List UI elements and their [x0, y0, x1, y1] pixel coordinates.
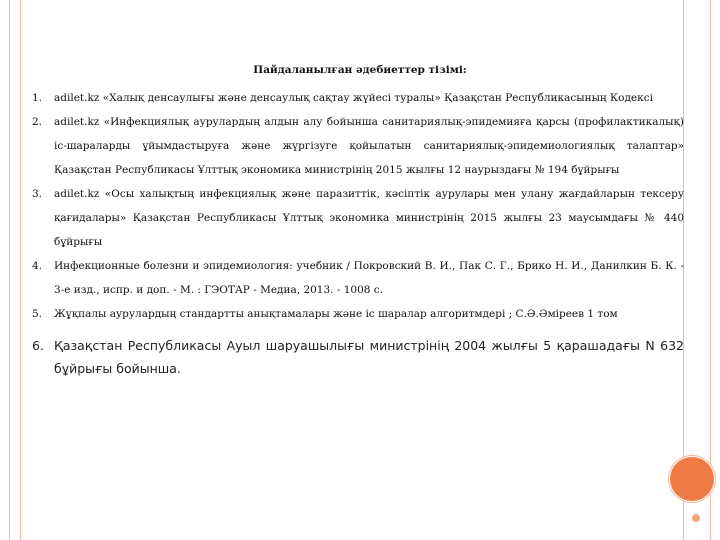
reference-number: 1.	[32, 92, 43, 104]
left-decorative-frame	[9, 0, 21, 540]
reference-text: adilet.kz «Халық денсаулығы және денсаулық сақтау жүйесі туралы» Қазақстан Республикасының Кодексі	[54, 92, 653, 104]
reference-text: adilet.kz «Инфекциялық аурулардың алдын алу бойынша санитариялық-эпидемияға қарсы (профилактикалық) іс-шараларды ұйымдастыруға және жүргізуге қойылатын санитариялық-эпидемиологиялық талаптар» Қазақстан Республикасы Ұлттық экономика министрінің 2015 жылғы 12 наурыздағы № 194 бұйрығы	[54, 116, 684, 176]
reference-number: 3.	[32, 188, 43, 200]
reference-text: Инфекционные болезни и эпидемиология: учебник / Покровский В. И., Пак С. Г., Брико Н. И., Данилкин Б. К. - 3-е изд., испр. и доп. - М. : ГЭОТАР - Медиа, 2013. - 1008 с.	[54, 260, 684, 296]
orange-circle-decoration	[670, 457, 714, 501]
page-title: Пайдаланылған әдебиеттер тізімі:	[253, 64, 467, 76]
reference-list	[32, 86, 684, 380]
reference-text: Жұқпалы аурулардың стандартты анықтамалары және іс шаралар алгоритмдері ; С.Ә.Әміреев 1 том	[54, 308, 618, 320]
reference-number: 5.	[32, 308, 43, 320]
reference-item	[32, 334, 684, 380]
reference-item	[32, 302, 684, 326]
reference-item	[32, 182, 684, 254]
reference-number: 4.	[32, 260, 43, 272]
reference-text: adilet.kz «Осы халықтың инфекциялық және паразиттік, кәсіптік аурулары мен улану жағдайларын тексеру қағидалары» Қазақстан Республикасы Ұлттық экономика министрінің 2015 жылғы 23 маусымдағы № 440 бұйрығы	[54, 188, 684, 248]
reference-number: 2.	[32, 116, 43, 128]
small-circle-decoration	[692, 514, 700, 522]
reference-text: Қазақстан Республикасы Ауыл шаруашылығы министрінің 2004 жылғы 5 қарашадағы N 632 бұйрығы бойынша.	[54, 338, 684, 376]
reference-item	[32, 254, 684, 302]
reference-number: 6.	[32, 338, 44, 353]
reference-item	[32, 110, 684, 182]
reference-item	[32, 86, 684, 110]
